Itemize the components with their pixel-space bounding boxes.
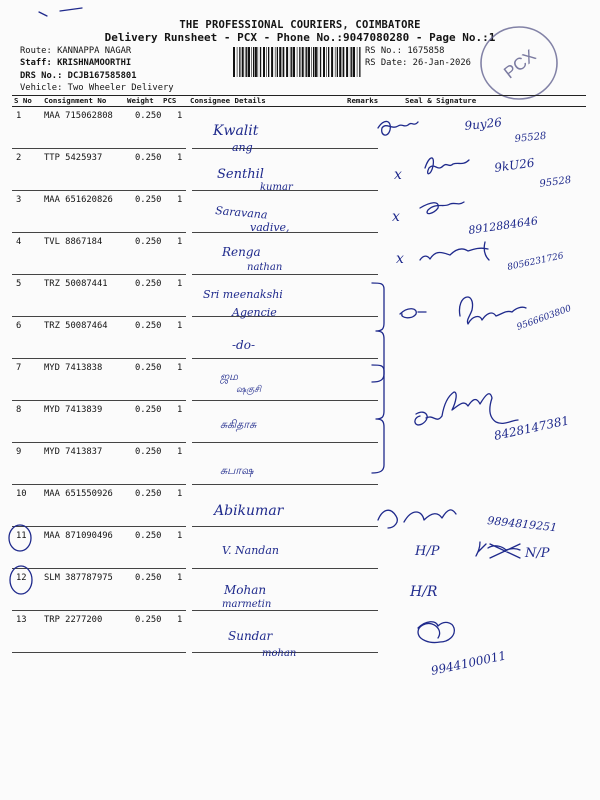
hw-note: 8428147381 xyxy=(492,413,571,443)
hw-name: marmetin xyxy=(222,599,272,610)
hw-name: சுகிதாசு xyxy=(220,418,257,431)
row-pcs: 1 xyxy=(177,489,183,499)
barcode-bar xyxy=(258,47,259,77)
row-consignment: TVL 8867184 xyxy=(44,237,103,247)
hw-name: Sundar xyxy=(228,629,273,643)
row-consignment: MAA 715062808 xyxy=(44,111,113,121)
row-consignment: MYD 7413838 xyxy=(44,363,103,373)
row-pcs: 1 xyxy=(177,573,183,583)
row-sno: 1 xyxy=(16,111,22,121)
hw-name: Senthil xyxy=(217,167,264,182)
table-row xyxy=(12,611,586,653)
barcode-bar xyxy=(245,47,246,77)
route-line xyxy=(20,46,131,56)
vehicle-line xyxy=(20,83,174,93)
route-value: KANNAPPA NAGAR xyxy=(57,46,132,56)
hw-note: 9kU26 xyxy=(493,155,536,175)
barcode-bar xyxy=(239,47,240,77)
barcode-bar xyxy=(359,47,360,77)
barcode-bar xyxy=(311,47,312,77)
barcode-bar xyxy=(320,47,321,77)
barcode-bar xyxy=(328,47,329,77)
row-weight: 0.250 xyxy=(135,573,162,583)
barcode xyxy=(233,47,361,77)
barcode-bar xyxy=(326,47,327,77)
table-row xyxy=(12,527,586,569)
barcode-bar xyxy=(308,47,310,77)
rs-no-value: 1675858 xyxy=(407,46,445,56)
barcode-bar xyxy=(350,47,351,77)
barcode-bar xyxy=(302,47,304,77)
row-pcs: 1 xyxy=(177,615,183,625)
row-consignment: SLM 387787975 xyxy=(44,573,113,583)
barcode-bar xyxy=(290,47,291,77)
col-consignee: Consignee Details xyxy=(190,96,266,105)
hw-name: Sri meenakshi xyxy=(203,288,283,301)
hw-note: 9894819251 xyxy=(486,514,558,535)
table-row xyxy=(12,149,586,191)
hw-name: ang xyxy=(232,141,253,154)
hw-remark: N/P xyxy=(525,546,550,561)
rs-date-label: RS Date: xyxy=(365,58,408,68)
row-weight: 0.250 xyxy=(135,363,162,373)
barcode-bar xyxy=(297,47,298,77)
row-weight: 0.250 xyxy=(135,615,162,625)
barcode-bar xyxy=(293,47,295,77)
staff-line xyxy=(20,58,131,68)
hw-cross: x xyxy=(394,167,402,183)
barcode-bar xyxy=(260,47,261,77)
row-sno: 4 xyxy=(16,237,22,247)
barcode-bar xyxy=(343,47,344,77)
row-sno: 3 xyxy=(16,195,22,205)
row-sno: 5 xyxy=(16,279,22,289)
stamp-text: PCX xyxy=(500,45,540,83)
barcode-bar xyxy=(357,47,358,77)
rs-date-value: 26-Jan-2026 xyxy=(412,58,471,68)
row-pcs: 1 xyxy=(177,531,183,541)
hw-name: Abikumar xyxy=(214,503,284,519)
row-sno: 10 xyxy=(16,489,27,499)
barcode-bar xyxy=(337,47,338,77)
row-sno: 13 xyxy=(16,615,27,625)
table-row xyxy=(12,107,586,149)
barcode-bar xyxy=(268,47,269,77)
vehicle-label: Vehicle: xyxy=(20,83,63,93)
row-divider xyxy=(12,652,186,653)
barcode-bar xyxy=(353,47,355,77)
table-row xyxy=(12,317,586,359)
row-pcs: 1 xyxy=(177,321,183,331)
row-pcs: 1 xyxy=(177,447,183,457)
hw-name: Saravana xyxy=(214,204,269,222)
barcode-bar xyxy=(251,47,252,77)
row-sno: 7 xyxy=(16,363,22,373)
company-name: THE PROFESSIONAL COURIERS, COIMBATORE xyxy=(179,19,421,31)
hw-name: mohan xyxy=(262,648,297,659)
barcode-bar xyxy=(291,47,292,77)
col-weight: Weight xyxy=(127,96,154,105)
row-sno: 11 xyxy=(16,531,27,541)
row-weight: 0.250 xyxy=(135,321,162,331)
barcode-bar xyxy=(255,47,257,77)
rs-no-line xyxy=(365,46,444,56)
row-consignment: TRZ 50087464 xyxy=(44,321,108,331)
col-pcs: PCS xyxy=(163,96,177,105)
col-sno: S No xyxy=(14,96,32,105)
hw-name: ஜம xyxy=(220,370,239,383)
barcode-bar xyxy=(237,47,238,77)
hw-name: Kwalit xyxy=(213,123,259,139)
table-row xyxy=(12,191,586,233)
row-consignment: MAA 651550926 xyxy=(44,489,113,499)
barcode-bar xyxy=(282,47,283,77)
hw-note: 9944100011 xyxy=(429,648,508,678)
barcode-bar xyxy=(286,47,288,77)
hw-name: Mohan xyxy=(224,583,267,597)
barcode-bar xyxy=(263,47,265,77)
row-pcs: 1 xyxy=(177,279,183,289)
table-row xyxy=(12,275,586,317)
row-weight: 0.250 xyxy=(135,447,162,457)
row-consignment: TRZ 50087441 xyxy=(44,279,108,289)
drs-label: DRS No.: xyxy=(20,71,63,81)
barcode-bar xyxy=(305,47,306,77)
barcode-bar xyxy=(283,47,284,77)
route-label: Route: xyxy=(20,46,52,56)
row-weight: 0.250 xyxy=(135,153,162,163)
barcode-bar xyxy=(299,47,300,77)
table-row xyxy=(12,485,586,527)
barcode-bar xyxy=(351,47,352,77)
drs-value: DCJB167585801 xyxy=(67,71,137,81)
row-sno: 2 xyxy=(16,153,22,163)
row-consignment: TRP 2277200 xyxy=(44,615,103,625)
barcode-bar xyxy=(306,47,307,77)
hw-remark: H/P xyxy=(415,544,440,559)
rs-date-line xyxy=(365,58,471,68)
runsheet-subtitle: Delivery Runsheet - PCX - Phone No.:9047080280 - Page No.:1 xyxy=(104,31,496,44)
col-remarks: Remarks xyxy=(347,96,379,105)
row-weight: 0.250 xyxy=(135,237,162,247)
hw-note: 9566603800 xyxy=(515,303,573,333)
barcode-bar xyxy=(346,47,348,77)
hw-name: Renga xyxy=(222,245,261,259)
barcode-bar xyxy=(271,47,273,77)
table-row xyxy=(12,443,586,485)
table-row xyxy=(12,359,586,401)
row-pcs: 1 xyxy=(177,111,183,121)
pen-marks-top xyxy=(39,8,82,16)
row-sno: 6 xyxy=(16,321,22,331)
hw-cross: x xyxy=(396,251,404,267)
barcode-bar xyxy=(253,47,254,77)
row-sno: 8 xyxy=(16,405,22,415)
hw-note: 95528 xyxy=(538,174,572,190)
row-pcs: 1 xyxy=(177,195,183,205)
row-sno: 9 xyxy=(16,447,22,457)
row-weight: 0.250 xyxy=(135,111,162,121)
row-sno: 12 xyxy=(16,573,27,583)
barcode-bar xyxy=(275,47,276,77)
barcode-bar xyxy=(339,47,341,77)
table-row xyxy=(12,401,586,443)
barcode-bar xyxy=(318,47,319,77)
barcode-bar xyxy=(248,47,250,77)
barcode-bar xyxy=(313,47,314,77)
barcode-bar xyxy=(335,47,336,77)
row-consignment: MYD 7413839 xyxy=(44,405,103,415)
barcode-bar xyxy=(279,47,281,77)
col-seal: Seal & Signature xyxy=(405,96,477,105)
staff-value: KRISHNAMOORTHI xyxy=(57,58,132,68)
hw-cross: x xyxy=(392,209,400,225)
barcode-bar xyxy=(323,47,325,77)
hw-name: -do- xyxy=(232,338,256,352)
row-weight: 0.250 xyxy=(135,279,162,289)
rs-no-label: RS No.: xyxy=(365,46,403,56)
hw-name: V. Nandan xyxy=(222,544,279,557)
row-pcs: 1 xyxy=(177,363,183,373)
barcode-bar xyxy=(315,47,317,77)
row-consignment: TTP 5425937 xyxy=(44,153,103,163)
hw-remark: H/R xyxy=(410,584,438,600)
hw-name: kumar xyxy=(260,182,293,193)
row-weight: 0.250 xyxy=(135,405,162,415)
row-pcs: 1 xyxy=(177,405,183,415)
barcode-bar xyxy=(342,47,343,77)
hw-note: 8912884646 xyxy=(467,214,539,237)
barcode-bar xyxy=(277,47,278,77)
hw-name: nathan xyxy=(247,262,283,273)
table-row xyxy=(12,569,586,611)
row-weight: 0.250 xyxy=(135,489,162,499)
drs-line xyxy=(20,71,137,81)
barcode-bar xyxy=(246,47,247,77)
staff-label: Staff: xyxy=(20,58,52,68)
row-consignment: MYD 7413837 xyxy=(44,447,103,457)
barcode-bar xyxy=(233,47,235,77)
row-weight: 0.250 xyxy=(135,195,162,205)
row-divider xyxy=(192,652,378,653)
pcx-stamp xyxy=(476,20,562,106)
row-weight: 0.250 xyxy=(135,531,162,541)
hw-note: 95528 xyxy=(514,130,547,145)
row-pcs: 1 xyxy=(177,237,183,247)
col-consignment: Consignment No xyxy=(44,96,107,105)
hw-name: சுபாஷ xyxy=(220,464,254,477)
hw-name: vadive, xyxy=(250,221,290,234)
hw-name: Agencie xyxy=(232,306,277,319)
row-consignment: MAA 651620826 xyxy=(44,195,113,205)
hw-note: 8056231726 xyxy=(506,251,565,273)
barcode-bar xyxy=(266,47,267,77)
barcode-bar xyxy=(331,47,333,77)
row-pcs: 1 xyxy=(177,153,183,163)
hw-name: ஷகுசி xyxy=(236,385,262,395)
barcode-bar xyxy=(242,47,244,77)
vehicle-value: Two Wheeler Delivery xyxy=(67,83,174,93)
row-consignment: MAA 871090496 xyxy=(44,531,113,541)
table-row xyxy=(12,233,586,275)
hw-note: 9uy26 xyxy=(463,115,503,133)
